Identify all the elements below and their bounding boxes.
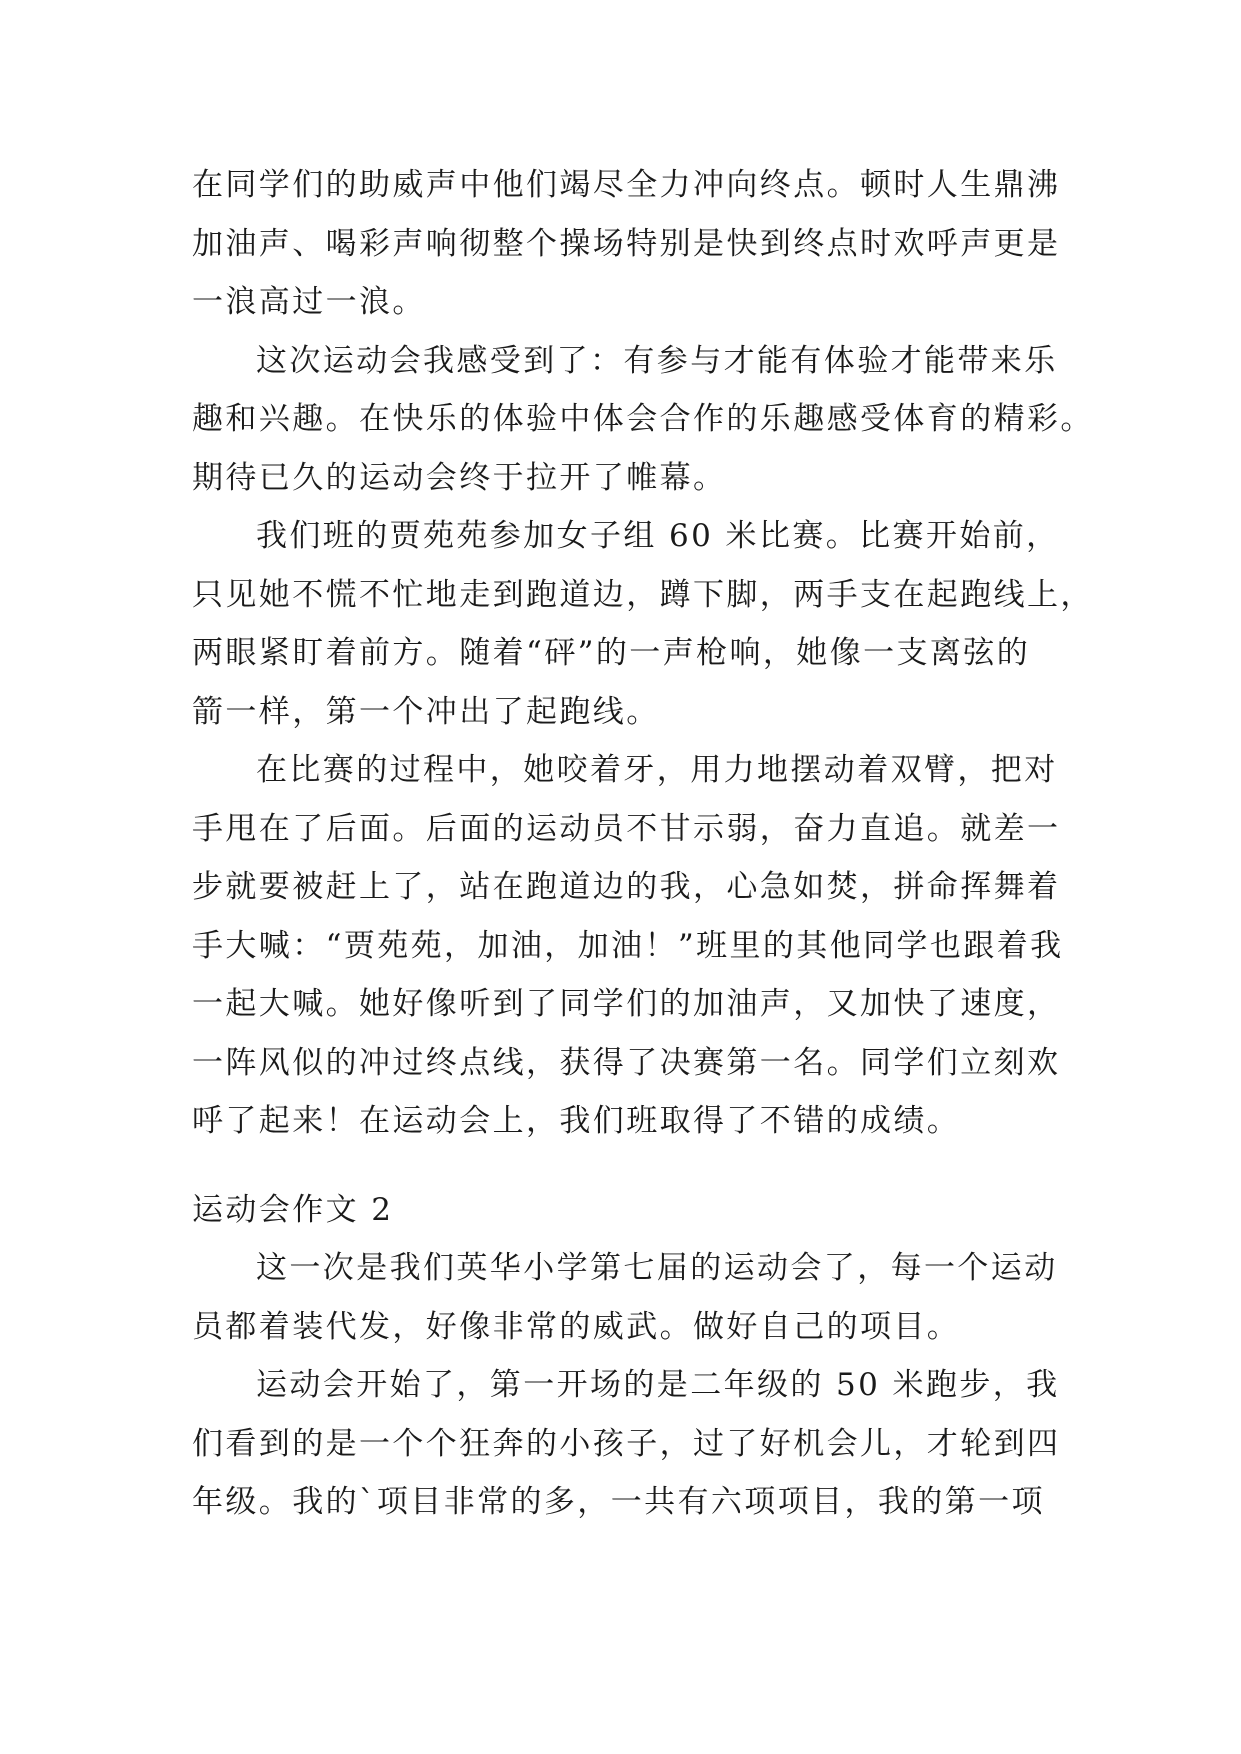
section-spacer xyxy=(192,1151,1062,1181)
paragraph xyxy=(192,507,1094,741)
text-line: 一阵风似的冲过终点线，获得了决赛第一名。同学们立刻欢 xyxy=(192,1044,1061,1081)
paragraph xyxy=(192,156,1062,332)
text-line: 只见她不慌不忙地走到跑道边，蹲下脚，两手支在起跑线上， xyxy=(192,576,1094,613)
paragraph xyxy=(192,741,1062,1151)
text-line: 箭一样，第一个冲出了起跑线。 xyxy=(192,693,660,730)
text-line: 在比赛的过程中，她咬着牙，用力地摆动着双臂，把对 xyxy=(256,752,1058,788)
text-line: 在同学们的助威声中他们竭尽全力冲向终点。顿时人生鼎沸 xyxy=(192,167,1061,203)
text-line: 步就要被赶上了，站在跑道边的我，心急如焚，拼命挥舞着 xyxy=(192,869,1061,905)
text-line: 手甩在了后面。后面的运动员不甘示弱，奋力直追。就差一 xyxy=(192,810,1061,847)
text-line: 一浪高过一浪。 xyxy=(192,284,426,320)
text-line: 加油声、喝彩声响彻整个操场特别是快到终点时欢呼声更是 xyxy=(192,225,1061,262)
section-heading: 运动会作文 2 xyxy=(192,1191,394,1228)
text-line: 两眼紧盯着前方。随着“砰”的一声枪响，她像一支离弦的 xyxy=(192,635,1031,671)
text-line: 我们班的贾苑苑参加女子组 60 米比赛。比赛开始前， xyxy=(256,518,1060,554)
text-line: 们看到的是一个个狂奔的小孩子，过了好机会儿，才轮到四 xyxy=(192,1425,1061,1462)
text-line: 这次运动会我感受到了：有参与才能有体验才能带来乐 xyxy=(256,342,1058,379)
paragraph xyxy=(192,1239,1062,1356)
text-line: 趣和兴趣。在快乐的体验中体会合作的乐趣感受体育的精彩。 xyxy=(192,401,1094,437)
text-line: 运动会开始了，第一开场的是二年级的 50 米跑步，我 xyxy=(256,1367,1060,1403)
text-line: 一起大喊。她好像听到了同学们的加油声，又加快了速度， xyxy=(192,986,1061,1022)
paragraph xyxy=(192,1356,1062,1532)
document-body xyxy=(192,156,1094,1532)
text-line: 这一次是我们英华小学第七届的运动会了，每一个运动 xyxy=(256,1250,1058,1286)
text-line: 年级。我的`项目非常的多，一共有六项项目，我的第一项 xyxy=(192,1484,1045,1520)
text-line: 呼了起来！在运动会上，我们班取得了不错的成绩。 xyxy=(192,1103,961,1139)
paragraph xyxy=(192,332,1094,508)
text-line: 手大喊：“贾苑苑，加油，加油！”班里的其他同学也跟着我 xyxy=(192,927,1064,964)
text-line: 期待已久的运动会终于拉开了帷幕。 xyxy=(192,459,727,496)
text-line: 员都着装代发，好像非常的威武。做好自己的项目。 xyxy=(192,1308,961,1345)
